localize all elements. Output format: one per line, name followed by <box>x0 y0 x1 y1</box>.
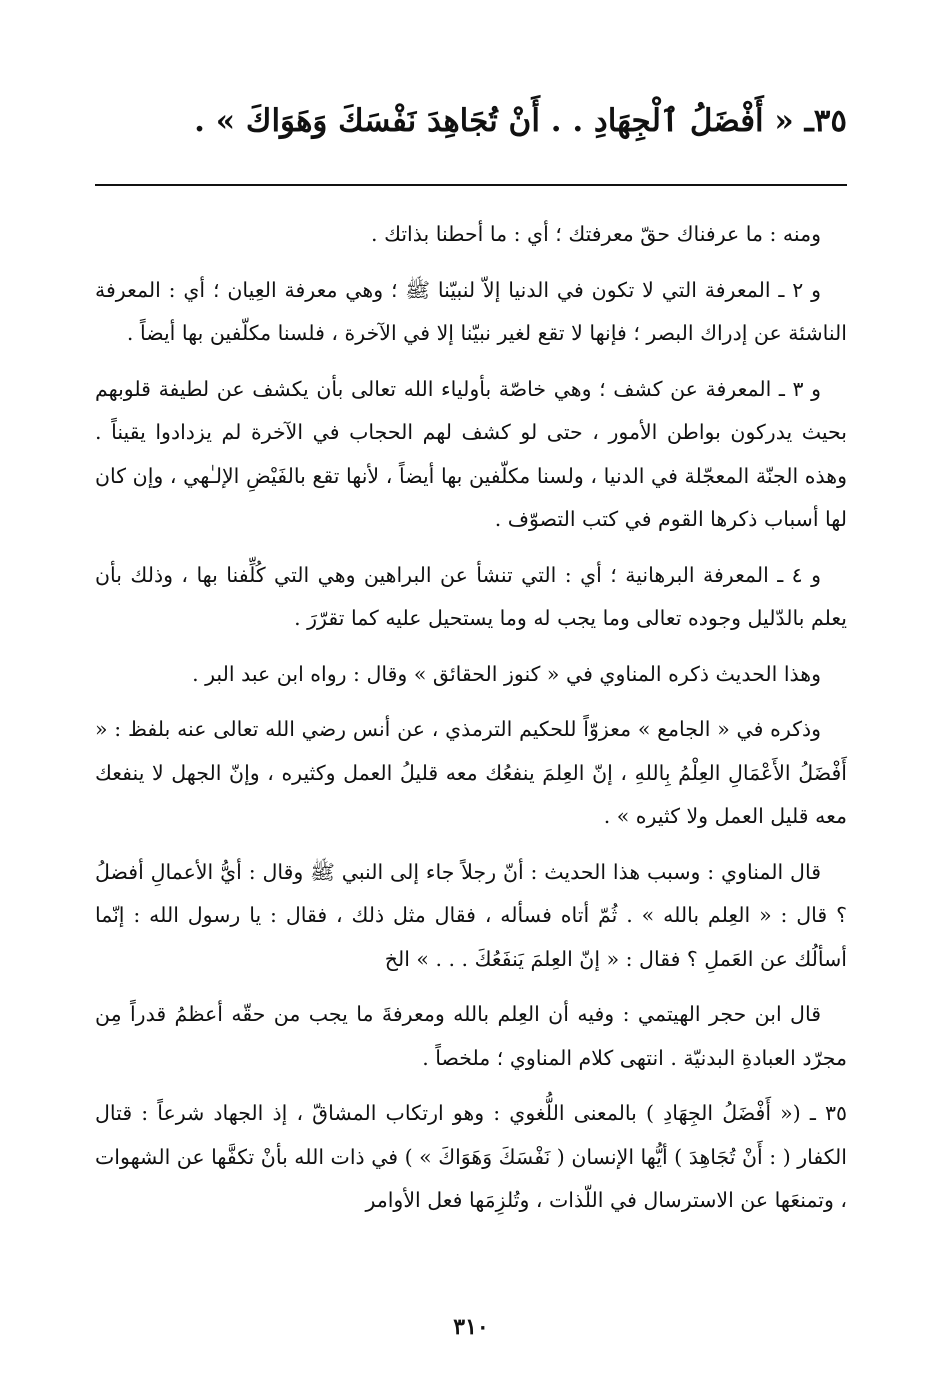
paragraph-hadith-35-commentary: ٣٥ ـ (« أَفْضَلُ الجِهَادِ ) بالمعنى اللُّغوي : وهو ارتكاب المشاقّ ، إذ الجهاد شرعاً : قتال الكفار ( : أَنْ تُجَاهِدَ ) أيُّها الإنسان ( نَفْسَكَ وَهَوَاكَ » ) في ذات الله بأنْ تكفَّها عن الشهوات ، وتمنعَها عن الاسترسال في اللّذات ، وتُلزِمَها فعل الأوامر <box>95 1101 847 1212</box>
paragraph-ibn-hajar-comment: قال ابن حجر الهيتمي : وفيه أن العِلم بالله ومعرفةَ ما يجب من حقّه أعظمُ قدراً مِن مجرّد العبادةِ البدنيّة . انتهى كلام المناوي ؛ ملخصاً . <box>95 1002 847 1070</box>
paragraph-knowledge-type-3: و ٣ ـ المعرفة عن كشف ؛ وهي خاصّة بأولياء الله تعالى بأن يكشف عن لطيفة قلوبهم بحيث يدركون بواطن الأمور ، حتى لو كشف لهم الحجاب في الآخرة لم يزدادوا يقيناً . وهذه الجنّة المعجّلة في الدنيا ، ولسنا مكلّفين بها أيضاً ، لأنها تقع بالفَيْضِ الإلـٰهي ، وإن كان لها أسباب ذكرها القوم في كتب التصوّف . <box>95 376 847 531</box>
paragraph-hadith-occasion: قال المناوي : وسبب هذا الحديث : أنّ رجلاً جاء إلى النبي ﷺ وقال : أيُّ الأعمالِ أفضلُ ؟ قال : « العِلم بالله » . ثُمّ أتاه فسأله ، فقال مثل ذلك ، فقال : يا رسول الله : إنّما أسألُك عن العَملِ ؟ فقال : « إنّ العِلمَ يَنفَعُكَ . . . » الخ <box>95 859 847 971</box>
paragraph-al-jami-narration: وذكره في « الجامع » معزوّاً للحكيم الترمذي ، عن أنس رضي الله تعالى عنه بلفظ : « أَفْضَلُ الأَعْمَالِ العِلْمُ بِاللهِ ، إنّ العِلمَ ينفعُك معه قليلُ العمل وكثيره ، وإنّ الجهل لا ينفعك معه قليل العمل ولا كثيره » . <box>95 717 847 828</box>
hadith-heading: ٣٥ـ « أَفْضَلُ ٱلْجِهَادِ . . أَنْ تُجَاهِدَ نَفْسَكَ وَهَوَاكَ » . <box>194 103 847 139</box>
paragraph-knowledge-essence: ومنه : ما عرفناك حقّ معرفتك ؛ أي : ما أحطنا بذاتك . <box>371 222 821 246</box>
paragraph-knowledge-type-2: و ٢ ـ المعرفة التي لا تكون في الدنيا إلاّ لنبيّنا ﷺ ؛ وهي معرفة العِيان ؛ أي : المعرفة الناشئة عن إدراك البصر ؛ فإنها لا تقع لغير نبيّنا إلا في الآخرة ، فلسنا مكلّفين بها أيضاً . <box>95 277 847 345</box>
paragraph-knowledge-type-4: و ٤ ـ المعرفة البرهانية ؛ أي : التي تنشأ عن البراهين وهي التي كُلِّفنا بها ، وذلك بأن يعلم بالدّليل وجوده تعالى وما يجب له وما يستحيل عليه كما تقرّرَ . <box>95 562 847 630</box>
book-page <box>95 0 847 1380</box>
page-number: ٣١٠ <box>453 1314 489 1340</box>
commentary-body <box>95 213 847 1235</box>
paragraph-hadith-source: وهذا الحديث ذكره المناوي في « كنوز الحقائق » وقال : رواه ابن عبد البر . <box>192 661 821 686</box>
heading-divider <box>95 184 847 186</box>
